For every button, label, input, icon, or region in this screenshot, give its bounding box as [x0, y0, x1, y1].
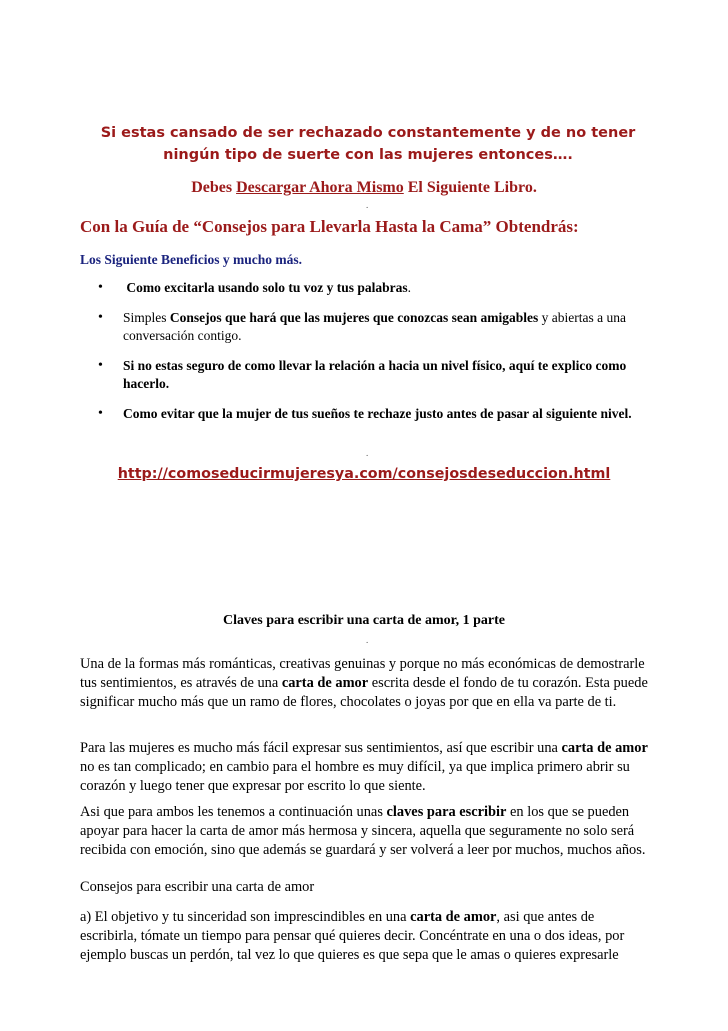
paragraph-text: no es tan complicado; en cambio para el hombre es muy difícil, ya que implica primero abrir su corazón y luego tener que expresar por escrito lo que siente.: [80, 759, 630, 794]
paragraph-text: Asi que para ambos les tenemos a continuación unas: [80, 804, 387, 820]
benefits-list: [80, 279, 650, 433]
list-item: [80, 279, 650, 297]
article-paragraph: [80, 908, 652, 965]
benefit-text: Como excitarla usando solo tu voz y tus palabras: [126, 280, 408, 295]
benefit-text: Consejos que hará que las mujeres que conozcas sean amigables: [169, 310, 539, 325]
paragraph-text: , asi que antes de escribirla, tómate un tiempo para pensar qué quieres decir. Concéntrate en una o dos ideas, por ejemplo buscas un perdón, tal vez lo que quieres es que sepa que le amas o quieres expresarle: [80, 909, 625, 963]
article-paragraph: [80, 803, 652, 860]
separator-dot: .: [366, 200, 369, 210]
article-paragraph: [80, 655, 652, 712]
separator-dot: .: [366, 635, 369, 645]
benefit-tail: y abiertas a una conversación contigo.: [123, 310, 626, 343]
bullet-icon: •: [98, 280, 103, 295]
bullet-icon: •: [98, 406, 103, 421]
list-item: [80, 357, 650, 393]
site-url-link[interactable]: http://comoseducirmujeresya.com/consejosdeseduccion.html: [117, 466, 611, 482]
download-link[interactable]: Descargar Ahora Mismo: [236, 179, 404, 196]
benefit-pre: Simples: [123, 310, 170, 325]
article-paragraph: [80, 739, 652, 796]
site-url: [0, 464, 728, 484]
paragraph-text: en los que se pueden apoyar para hacer la carta de amor más hermosa y sincera, aquella que seguramente no solo será recibida con emoción, sino que además se guardará y ser volverá a leer por muchos, muchos años.: [80, 804, 646, 858]
bullet-icon: •: [98, 310, 103, 325]
download-suffix: El Siguiente Libro.: [403, 179, 537, 196]
bullet-icon: •: [98, 358, 103, 373]
benefits-subheading: Los Siguiente Beneficios y mucho más.: [80, 252, 303, 267]
article-subheading: Consejos para escribir una carta de amor: [80, 879, 315, 895]
guide-heading: Con la Guía de “Consejos para Llevarla Hasta la Cama” Obtendrás:: [80, 217, 579, 236]
benefit-tail: .: [407, 280, 412, 295]
keyword-link-text: carta de amor: [281, 675, 369, 691]
keyword-link-text: carta de amor: [561, 740, 648, 756]
paragraph-text: escrita desde el fondo de tu corazón. Esta puede significar mucho más que un ramo de flores, chocolates o joyas por que en ella va parte de ti.: [80, 675, 648, 710]
list-item: [80, 405, 650, 423]
keyword-link-text: claves para escribir: [386, 804, 507, 820]
article-title: Claves para escribir una carta de amor, 1 parte: [223, 613, 505, 628]
promo-title: Si estas cansado de ser rechazado constantemente y de no tener ningún tipo de suerte con las mujeres entonces….: [100, 125, 636, 163]
paragraph-text: a) El objetivo y tu sinceridad son imprescindibles en una: [80, 909, 411, 925]
benefit-text: Si no estas seguro de como llevar la relación a hacia un nivel físico, aquí te explico como hacerlo.: [123, 358, 627, 391]
benefit-text: Como evitar que la mujer de tus sueños te rechaze justo antes de pasar al siguiente nivel.: [123, 406, 632, 421]
paragraph-text: Para las mujeres es mucho más fácil expresar sus sentimientos, así que escribir una: [80, 740, 562, 756]
separator-dot: .: [366, 448, 369, 458]
download-line: [0, 178, 728, 198]
paragraph-text: Una de la formas más románticas, creativas genuinas y porque no más económicas de demostrarle tus sentimientos, es através de una: [80, 656, 645, 691]
list-item: [80, 309, 650, 345]
download-prefix: Debes: [191, 179, 237, 196]
keyword-link-text: carta de amor: [410, 909, 497, 925]
